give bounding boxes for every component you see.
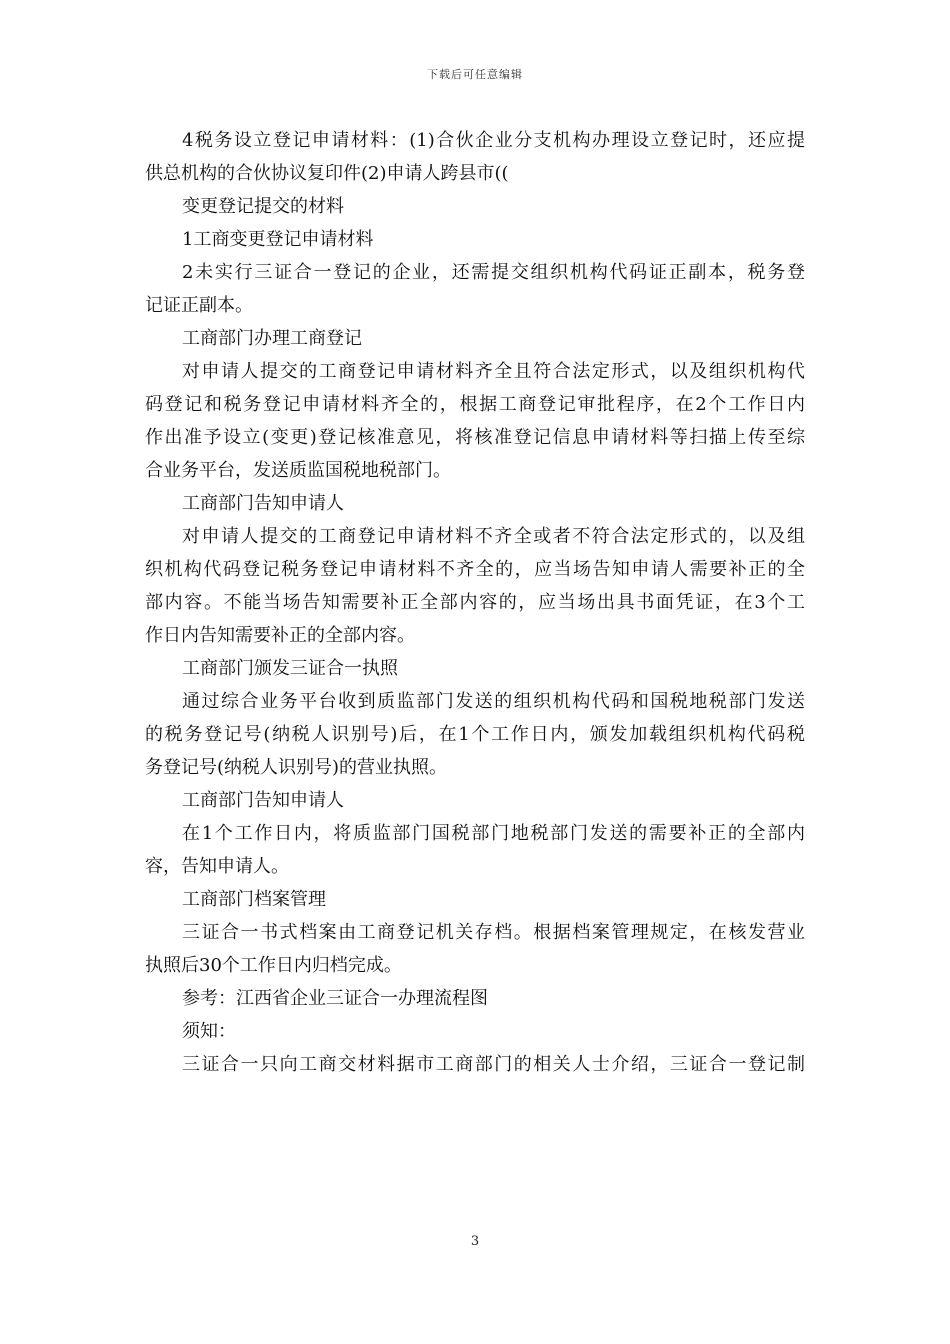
text-line: 部内容。不能当场告知需要补正全部内容的，应当场出具书面凭证，在3个工 (145, 592, 805, 613)
text-line: 工商部门档案管理 (182, 889, 326, 910)
text-line: 参考：江西省企业三证合一办理流程图 (182, 988, 488, 1009)
text-line: 三证合一书式档案由工商登记机关存档。根据档案管理规定，在核发营业 (182, 922, 805, 943)
text-line: 变更登记提交的材料 (182, 196, 344, 217)
text-line: 记证正副本。 (145, 295, 253, 316)
text-line: 合业务平台，发送质监国税地税部门。 (145, 460, 451, 481)
text-line: 供总机构的合伙协议复印件(2)申请人跨县市(( (145, 163, 509, 184)
text-line: 工商部门颁发三证合一执照 (182, 658, 398, 679)
text-line: 务登记号(纳税人识别号)的营业执照。 (145, 757, 448, 778)
text-line: 在1个工作日内，将质监部门国税部门地税部门发送的需要补正的全部内 (182, 823, 805, 844)
text-line: 容，告知申请人。 (145, 856, 289, 877)
text-line: 作日内告知需要补正的全部内容。 (145, 625, 415, 646)
text-line: 须知： (182, 1021, 236, 1042)
text-line: 作出准予设立(变更)登记核准意见，将核准登记信息申请材料等扫描上传至综 (145, 427, 805, 448)
text-line: 对申请人提交的工商登记申请材料不齐全或者不符合法定形式的，以及组 (182, 526, 805, 547)
document-body (145, 124, 805, 1081)
text-line: 对申请人提交的工商登记申请材料齐全且符合法定形式，以及组织机构代 (182, 361, 805, 382)
text-line: 的税务登记号(纳税人识别号)后，在1个工作日内，颁发加载组织机构代码税 (145, 724, 805, 745)
page-number: 3 (470, 1234, 480, 1249)
text-line: 4税务设立登记申请材料：(1)合伙企业分支机构办理设立登记时，还应提 (182, 130, 805, 151)
text-line: 工商部门告知申请人 (182, 493, 344, 514)
text-line: 三证合一只向工商交材料据市工商部门的相关人士介绍，三证合一登记制 (182, 1054, 805, 1075)
text-line: 2未实行三证合一登记的企业，还需提交组织机构代码证正副本，税务登 (182, 262, 805, 283)
text-line: 通过综合业务平台收到质监部门发送的组织机构代码和国税地税部门发送 (182, 691, 805, 712)
text-line: 工商部门办理工商登记 (182, 328, 362, 349)
text-line: 码登记和税务登记申请材料齐全的，根据工商登记审批程序，在2个工作日内 (145, 394, 805, 415)
text-line: 织机构代码登记税务登记申请材料不齐全的，应当场告知申请人需要补正的全 (145, 559, 805, 580)
text-line: 执照后30个工作日内归档完成。 (145, 955, 402, 976)
text-line: 工商部门告知申请人 (182, 790, 344, 811)
page-header: 下载后可任意编辑 (427, 68, 523, 81)
text-line: 1工商变更登记申请材料 (182, 229, 374, 250)
